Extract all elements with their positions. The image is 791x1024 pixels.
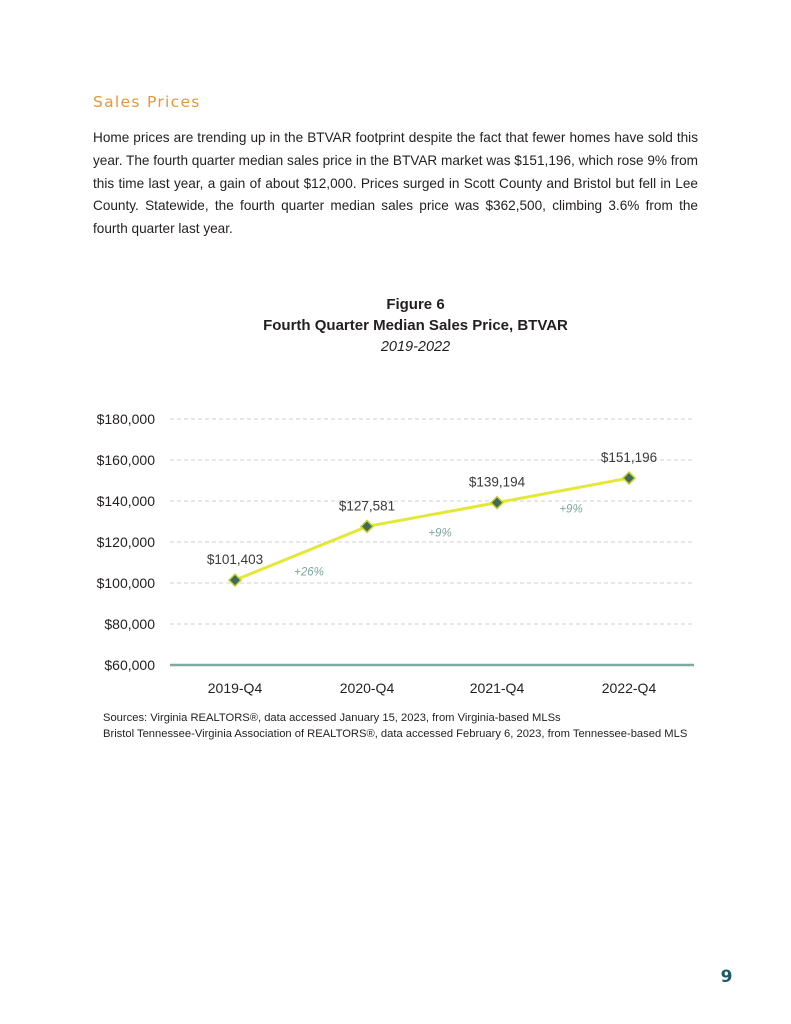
change-label: +26% [294, 566, 324, 579]
section-heading: Sales Prices [93, 93, 201, 111]
sources-line-1: Sources: Virginia REALTORS®, data accessed January 15, 2023, from Virginia-based MLSs [103, 712, 561, 724]
y-tick-label: $120,000 [96, 534, 155, 550]
data-label: $101,403 [206, 552, 264, 568]
data-point-marker [361, 520, 373, 532]
y-tick-label: $140,000 [96, 493, 155, 509]
figure-title: Fourth Quarter Median Sales Price, BTVAR [263, 317, 568, 334]
x-tick-label: 2020-Q4 [339, 680, 395, 696]
sources-line-2: Bristol Tennessee-Virginia Association of REALTORS®, data accessed February 6, 2023, from Tennessee-based MLS [103, 728, 688, 740]
body-paragraph: Home prices are trending up in the BTVAR footprint despite the fact that fewer homes have sold this year. The fourth quarter median sales price in the BTVAR market was $151,196, which rose 9% from this time last year, a gain of about $12,000. Prices surged in Scott County and Bristol but fell in Lee County. Statewide, the fourth quarter median sales price was $362,500, climbing 3.6% from the fourth quarter last year. [93, 130, 698, 237]
y-tick-label: $80,000 [104, 616, 155, 632]
sources-note [103, 710, 753, 742]
figure-number: Figure 6 [386, 296, 445, 313]
y-tick-label: $180,000 [96, 411, 155, 427]
x-tick-label: 2019-Q4 [207, 680, 263, 696]
y-tick-label: $60,000 [104, 657, 155, 673]
data-label: $139,194 [468, 474, 526, 490]
change-label: +9% [559, 503, 583, 516]
data-point-marker [491, 497, 503, 509]
y-tick-label: $160,000 [96, 452, 155, 468]
change-label: +9% [428, 527, 452, 540]
line-chart [0, 395, 791, 705]
page-number: 9 [720, 967, 733, 987]
x-tick-label: 2021-Q4 [469, 680, 525, 696]
data-point-marker [623, 472, 635, 484]
y-tick-label: $100,000 [96, 575, 155, 591]
x-tick-label: 2022-Q4 [601, 680, 657, 696]
data-label: $127,581 [338, 498, 396, 514]
data-point-marker [229, 574, 241, 586]
figure-subtitle: 2019-2022 [380, 339, 451, 355]
data-label: $151,196 [600, 450, 658, 466]
